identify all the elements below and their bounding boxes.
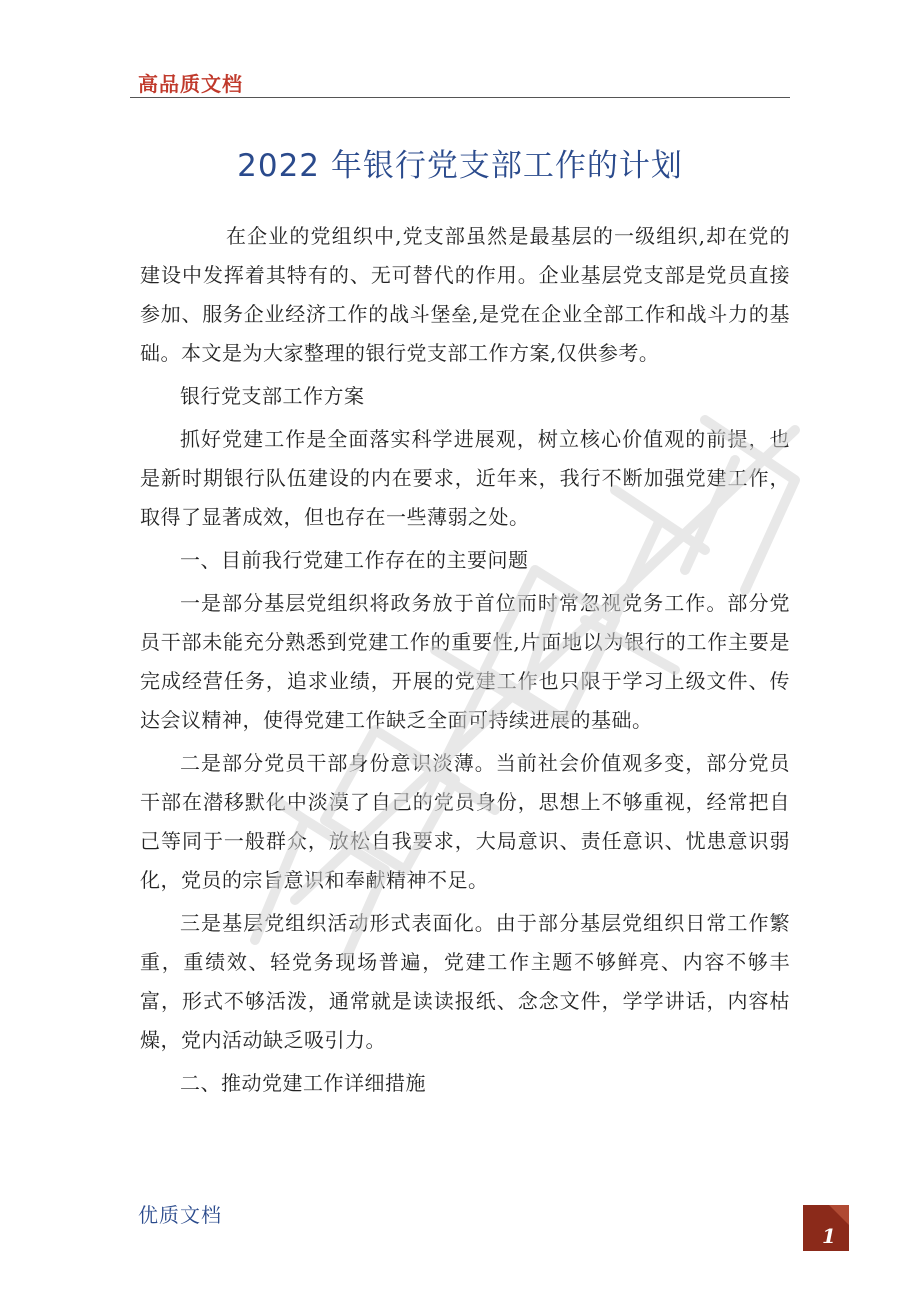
paragraph-context: 抓好党建工作是全面落实科学进展观，树立核心价值观的前提，也是新时期银行队伍建设的内在要求，近年来，我行不断加强党建工作，取得了显著成效，但也存在一些薄弱之处。 xyxy=(140,427,790,529)
section-heading-problems: 一、目前我行党建工作存在的主要问题 xyxy=(180,548,529,572)
document-body xyxy=(140,217,790,1107)
header-label: 高品质文档 xyxy=(138,72,243,96)
section-heading-measures: 二、推动党建工作详细措施 xyxy=(180,1071,426,1095)
header-divider xyxy=(130,97,790,98)
paragraph-problem-3: 三是基层党组织活动形式表面化。由于部分基层党组织日常工作繁重，重绩效、轻党务现场普遍，党建工作主题不够鲜亮、内容不够丰富，形式不够活泼，通常就是读读报纸、念念文件，学学讲话，内容枯燥，党内活动缺乏吸引力。 xyxy=(140,911,790,1052)
paragraph-intro: 在企业的党组织中,党支部虽然是最基层的一级组织,却在党的建设中发挥着其特有的、无可替代的作用。企业基层党支部是党员直接参加、服务企业经济工作的战斗堡垒,是党在企业全部工作和战斗力的基础。本文是为大家整理的银行党支部工作方案,仅供参考。 xyxy=(140,224,790,365)
paragraph-plan-heading: 银行党支部工作方案 xyxy=(180,384,365,408)
footer-label: 优质文档 xyxy=(138,1203,222,1227)
paragraph-problem-2: 二是部分党员干部身份意识淡薄。当前社会价值观多变，部分党员干部在潜移默化中淡漠了自己的党员身份，思想上不够重视，经常把自己等同于一般群众，放松自我要求，大局意识、责任意识、忧患意识弱化，党员的宗旨意识和奉献精神不足。 xyxy=(140,751,790,892)
page-number: 1 xyxy=(822,1224,836,1248)
paragraph-problem-1: 一是部分基层党组织将政务放于首位而时常忽视党务工作。部分党员干部未能充分熟悉到党建工作的重要性,片面地以为银行的工作主要是完成经营任务，追求业绩，开展的党建工作也只限于学习上级文件、传达会议精神，使得党建工作缺乏全面可持续进展的基础。 xyxy=(140,591,790,732)
document-title: 2022 年银行党支部工作的计划 xyxy=(237,148,683,184)
